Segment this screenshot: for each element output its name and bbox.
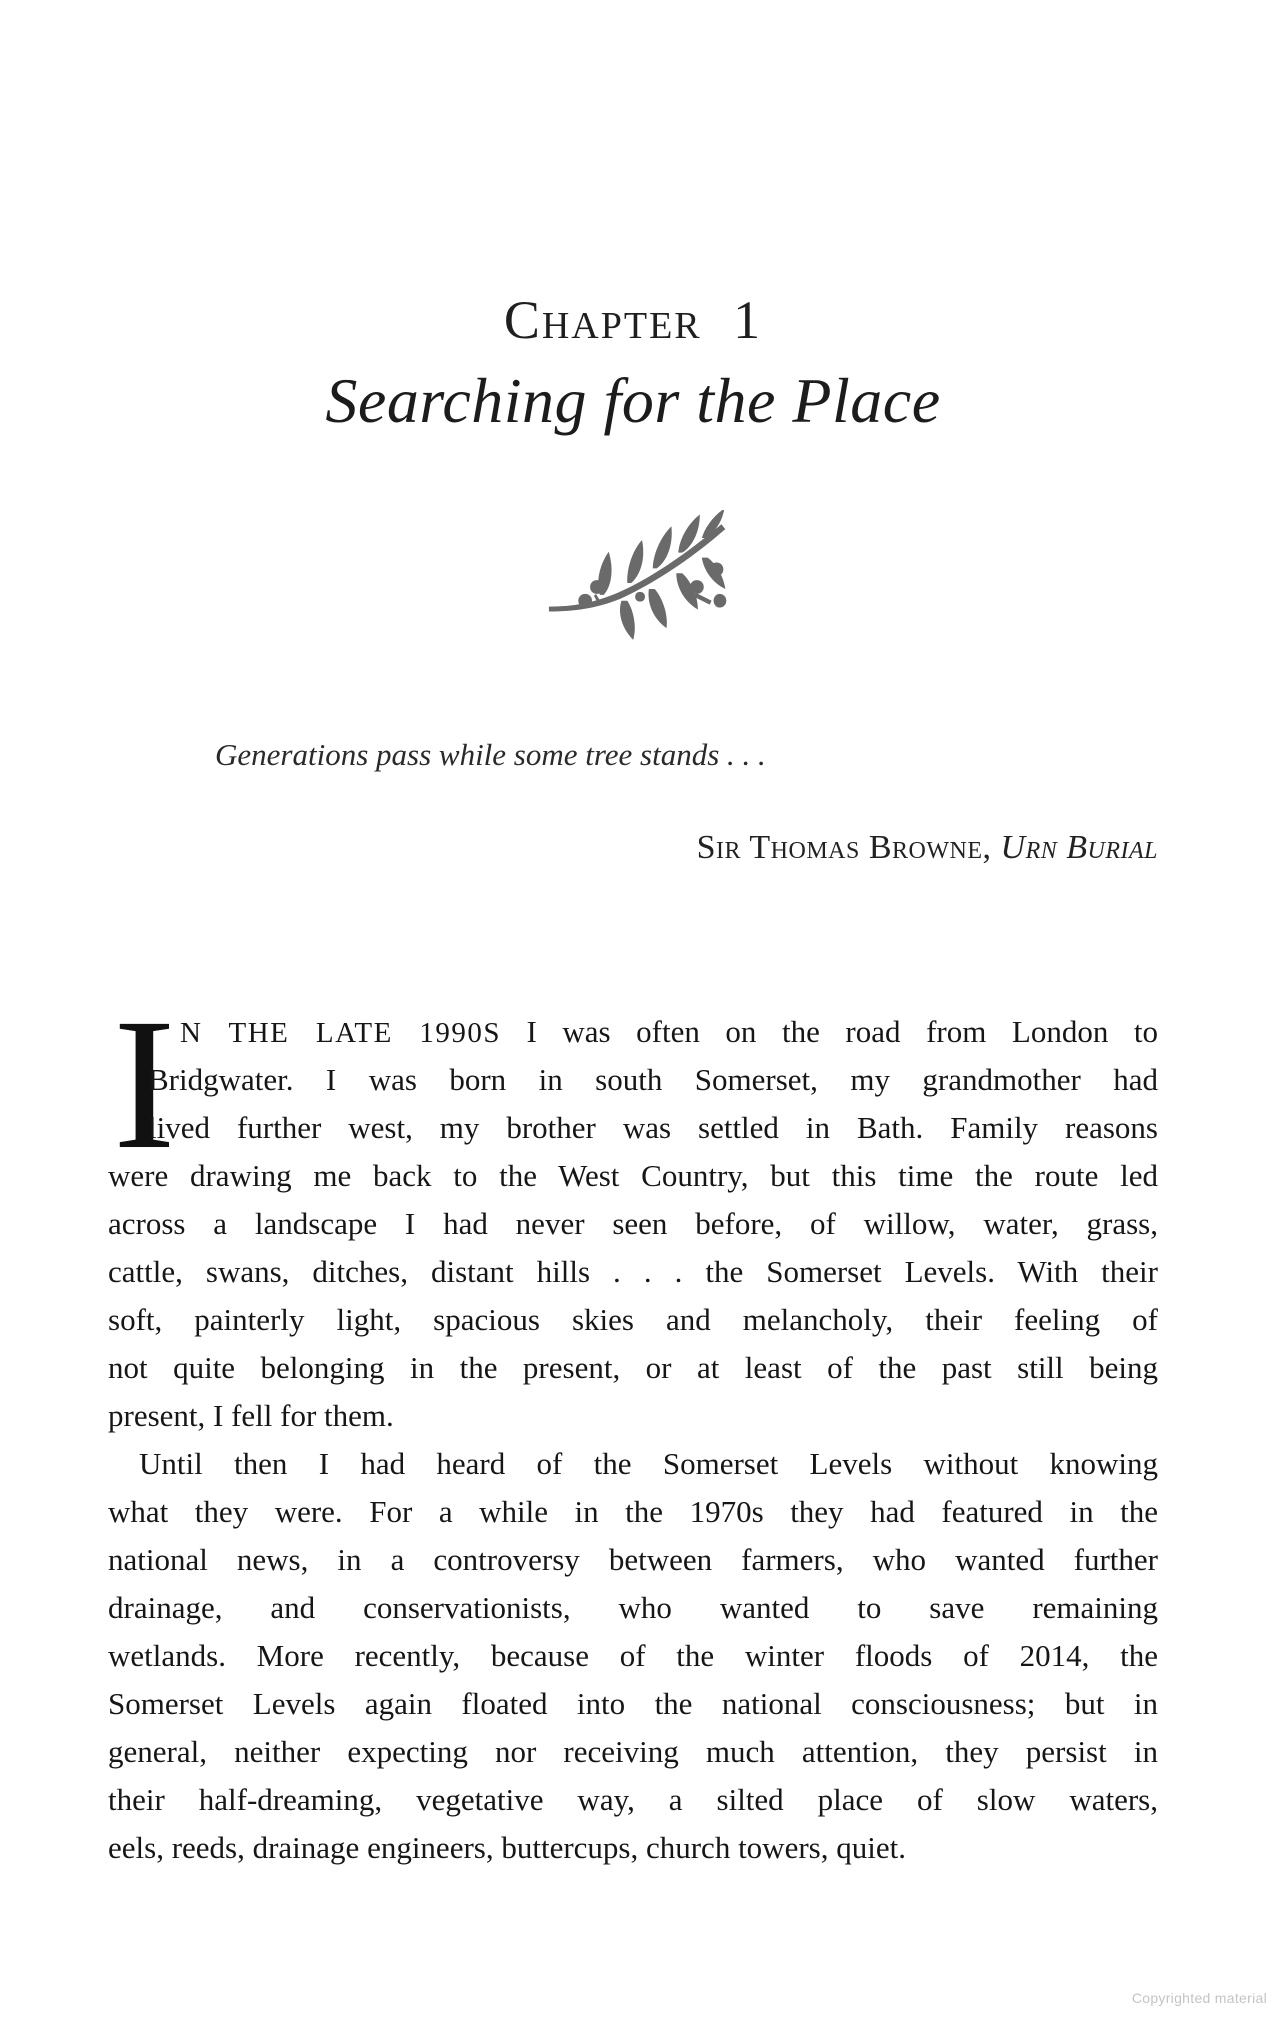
text-line: Somerset Levels again floated into the national consciousness; but in bbox=[108, 1686, 1158, 1721]
text-line: Bridgwater. I was born in south Somerset, my grandmother had bbox=[148, 1062, 1158, 1097]
epigraph-author: Sir Thomas Browne, bbox=[696, 829, 1001, 866]
text-line: lived further west, my brother was settled in Bath. Family reasons bbox=[148, 1110, 1158, 1145]
text-line: were drawing me back to the West Country, but this time the route led bbox=[108, 1158, 1158, 1193]
text-line: eels, reeds, drainage engineers, buttercups, church towers, quiet. bbox=[108, 1830, 906, 1865]
text-line: wetlands. More recently, because of the winter floods of 2014, the bbox=[108, 1638, 1158, 1673]
paragraph-1 bbox=[108, 1008, 1158, 1440]
chapter-heading: Chapter 1 bbox=[503, 290, 763, 350]
leaf-branch-ornament-icon bbox=[545, 510, 741, 662]
text-line: general, neither expecting nor receiving much attention, they persist in bbox=[108, 1734, 1158, 1769]
opening-small-caps: N THE LATE 1990S bbox=[180, 1017, 501, 1049]
first-line-text: I was often on the road from London to bbox=[500, 1014, 1158, 1049]
paragraph-2 bbox=[108, 1440, 1158, 1872]
epigraph-quote: Generations pass while some tree stands . . . bbox=[215, 737, 766, 772]
drop-cap: I bbox=[113, 979, 176, 1188]
text-line: cattle, swans, ditches, distant hills . . . the Somerset Levels. With their bbox=[108, 1254, 1158, 1289]
chapter-title: Searching for the Place bbox=[325, 365, 941, 436]
text-line bbox=[180, 1008, 1158, 1056]
text-line: what they were. For a while in the 1970s they had featured in the bbox=[108, 1494, 1158, 1529]
epigraph-work-title: Urn Burial bbox=[1000, 829, 1158, 866]
copyright-notice: Copyrighted material bbox=[1131, 1990, 1267, 2006]
text-line: not quite belonging in the present, or at least of the past still being bbox=[108, 1350, 1158, 1385]
text-line: drainage, and conservationists, who wanted to save remaining bbox=[108, 1590, 1158, 1625]
text-line: soft, painterly light, spacious skies and melancholy, their feeling of bbox=[108, 1302, 1158, 1337]
text-line: present, I fell for them. bbox=[108, 1398, 394, 1433]
text-line: national news, in a controversy between farmers, who wanted further bbox=[108, 1542, 1158, 1577]
epigraph-attribution bbox=[108, 828, 1158, 868]
text-line: their half-dreaming, vegetative way, a silted place of slow waters, bbox=[108, 1782, 1158, 1817]
text-line: Until then I had heard of the Somerset Levels without knowing bbox=[139, 1446, 1158, 1481]
text-line: across a landscape I had never seen before, of willow, water, grass, bbox=[108, 1206, 1158, 1241]
